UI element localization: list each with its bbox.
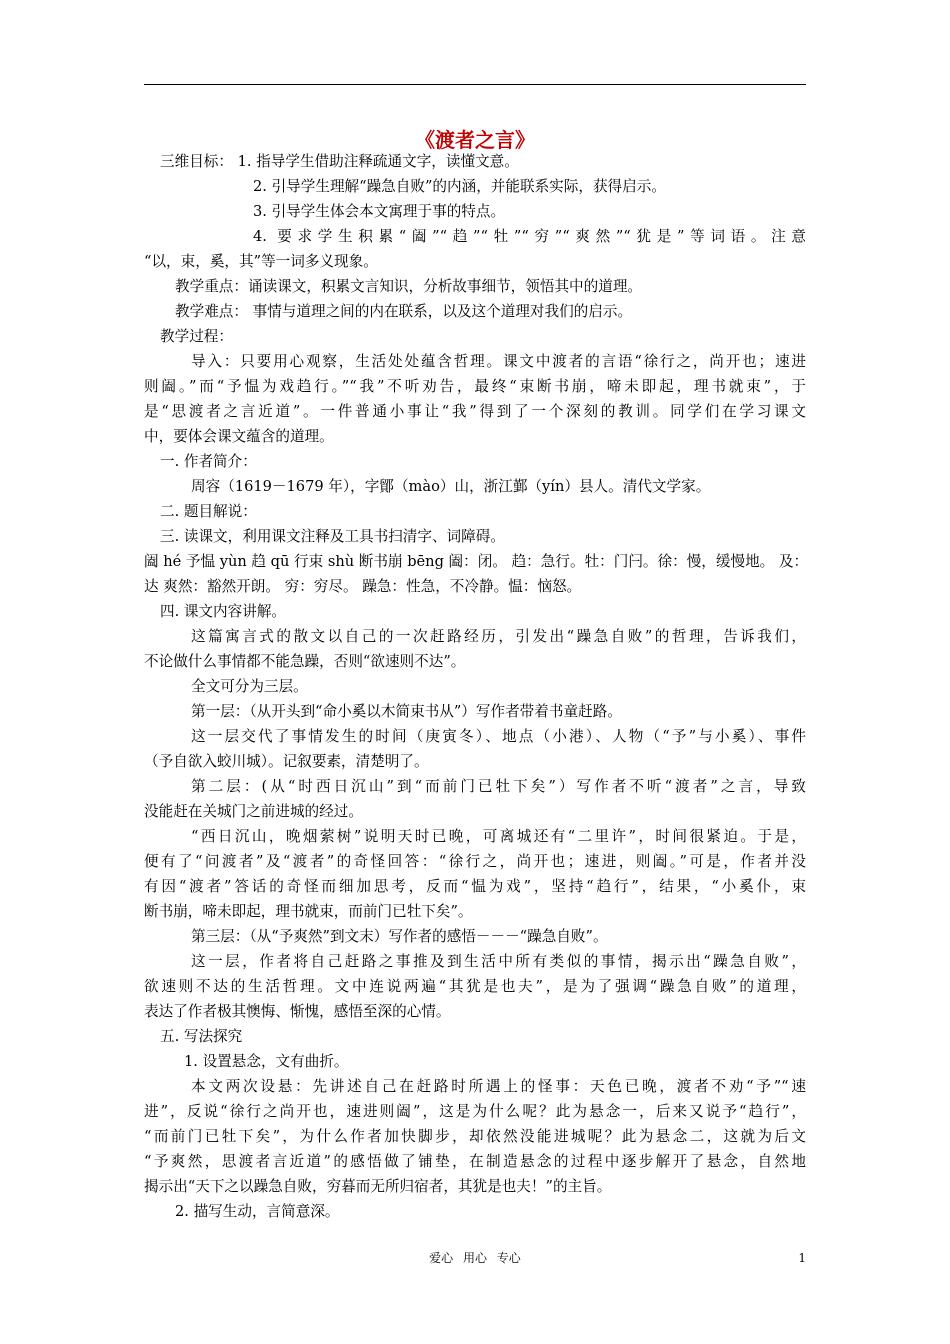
section-heading: 五. 写法探究	[160, 1028, 243, 1045]
footer-text: 爱心 用心 专心	[429, 1251, 521, 1265]
section-heading: 一. 作者简介：	[160, 453, 257, 470]
body-line: 则阖。”而“予愠为戏趋行。”“我”不听劝告，最终“束断书崩，啼未即起，理书就束”，于	[144, 378, 806, 395]
body-line: 便有了“问渡者”及“渡者”的奇怪回答：“徐行之，尚开也；速进，则阖。”可是，作者并没	[144, 853, 806, 870]
body-line: 2. 描写生动，言简意深。	[175, 1203, 340, 1220]
body-line: 这一层交代了事情发生的时间（庚寅冬）、地点（小港）、人物（“予”与小奚）、事件	[191, 728, 806, 745]
body-line: 教学过程：	[160, 328, 233, 345]
body-line: 教学重点：诵读课文，积累文言知识，分析故事细节，领悟其中的道理。	[175, 278, 643, 295]
body-line: 全文可分为三层。	[191, 678, 308, 695]
body-line: “而前门已牡下矣”，为什么作者加快脚步，却依然没能进城呢？此为悬念二，这就为后文	[144, 1128, 806, 1145]
body-line: 有因“渡者”答话的奇怪而细加思考，反而“愠为戏”，坚持“趋行”，结果，“小奚仆，束	[144, 878, 806, 895]
body-line: “以，束，奚，其”等一词多义现象。	[144, 253, 378, 270]
body-line: （予自欲入蛟川城）。记叙要素，清楚明了。	[144, 753, 429, 770]
body-line: 2. 引导学生理解“躁急自败”的内涵，并能联系实际，获得启示。	[253, 178, 666, 195]
document-title: 《渡者之言》	[415, 128, 535, 152]
body-line: 这一层，作者将自己赶路之事推及到生活中所有类似的事情，揭示出“躁急自败”，	[191, 953, 806, 970]
body-line: 4. 要求学生积累“阖”“趋”“牡”“穷”“爽然”“犹是”等词语。注意	[253, 228, 806, 245]
body-line: 没能赶在关城门之前进城的经过。	[144, 803, 363, 820]
body-line: 揭示出“天下之以躁急自败，穷暮而无所归宿者，其犹是也夫！”的主旨。	[144, 1178, 612, 1195]
body-line: 1. 设置悬念，文有曲折。	[184, 1053, 349, 1070]
body-line: 欲速则不达的生活哲理。文中连说两遍“其犹是也夫”，是为了强调“躁急自败”的道理，	[144, 978, 806, 995]
body-line: “予爽然，思渡者言近道”的感悟做了铺垫，在制造悬念的过程中逐步解开了悬念，自然地	[144, 1153, 806, 1170]
body-line: 第二层：(从“时西日沉山”到“而前门已牡下矣”）写作者不听“渡者”之言，导致	[191, 778, 806, 795]
body-line: 断书崩，啼未即起，理书就束，而前门已牡下矣”。	[144, 903, 473, 920]
section-heading: 四. 课文内容讲解。	[160, 603, 287, 620]
body-line: 本文两次设悬：先讲述自己在赶路时所遇上的怪事：天色已晚，渡者不劝“予”“速	[191, 1078, 806, 1095]
body-line: 中，要体会课文蕴含的道理。	[144, 428, 334, 445]
body-line: 进”，反说“徐行之尚开也，速进则阖”，这是为什么呢？此为悬念一，后来又说予“趋行”，	[144, 1103, 806, 1120]
body-line: 三维目标： 1. 指导学生借助注释疏通文字，读懂文意。	[160, 153, 519, 170]
section-heading: 三. 读课文，利用课文注释及工具书扫清字、词障碍。	[160, 528, 505, 545]
body-line: 阖 hé 予愠 yùn 趋 qū 行束 shù 断书崩 bēng 阖：闭。 趋：急行。牡：门闩。徐：慢，缓慢地。 及：	[144, 553, 809, 570]
section-heading: 二. 题目解说：	[160, 503, 257, 520]
body-line: 表达了作者极其懊悔、惭愧，感悟至深的心情。	[144, 1003, 451, 1020]
body-line: 不论做什么事情都不能急躁，否则“欲速则不达”。	[144, 653, 466, 670]
header-rule	[144, 84, 806, 85]
page-number: 1	[798, 1251, 806, 1265]
body-line: 周容（1619－1679 年），字鄮（mào）山，浙江鄞（yín）县人。清代文学家。	[191, 478, 711, 495]
body-line: “西日沉山，晚烟萦树”说明天时已晚，可离城还有“二里许”，时间很紧迫。于是，	[191, 828, 806, 845]
body-line: 导入：只要用心观察，生活处处蕴含哲理。课文中渡者的言语“徐行之，尚开也；速进	[191, 353, 806, 370]
page-footer	[0, 1250, 950, 1266]
body-line: 达 爽然：豁然开朗。 穷：穷尽。 躁急：性急，不冷静。愠：恼怒。	[144, 578, 582, 595]
body-line: 这篇寓言式的散文以自己的一次赶路经历，引发出“躁急自败”的哲理，告诉我们，	[191, 628, 806, 645]
body-line: 教学难点： 事情与道理之间的内在联系，以及这个道理对我们的启示。	[175, 303, 633, 320]
body-line: 第一层：（从开头到“命小奚以木简束书从”）写作者带着书童赶路。	[191, 703, 622, 720]
body-line: 是“思渡者之言近道”。一件普通小事让“我”得到了一个深刻的教训。同学们在学习课文	[144, 403, 806, 420]
body-line: 第三层：（从“予爽然”到文末）写作者的感悟－－－“躁急自败”。	[191, 928, 608, 945]
body-line: 3. 引导学生体会本文寓理于事的特点。	[253, 203, 506, 220]
